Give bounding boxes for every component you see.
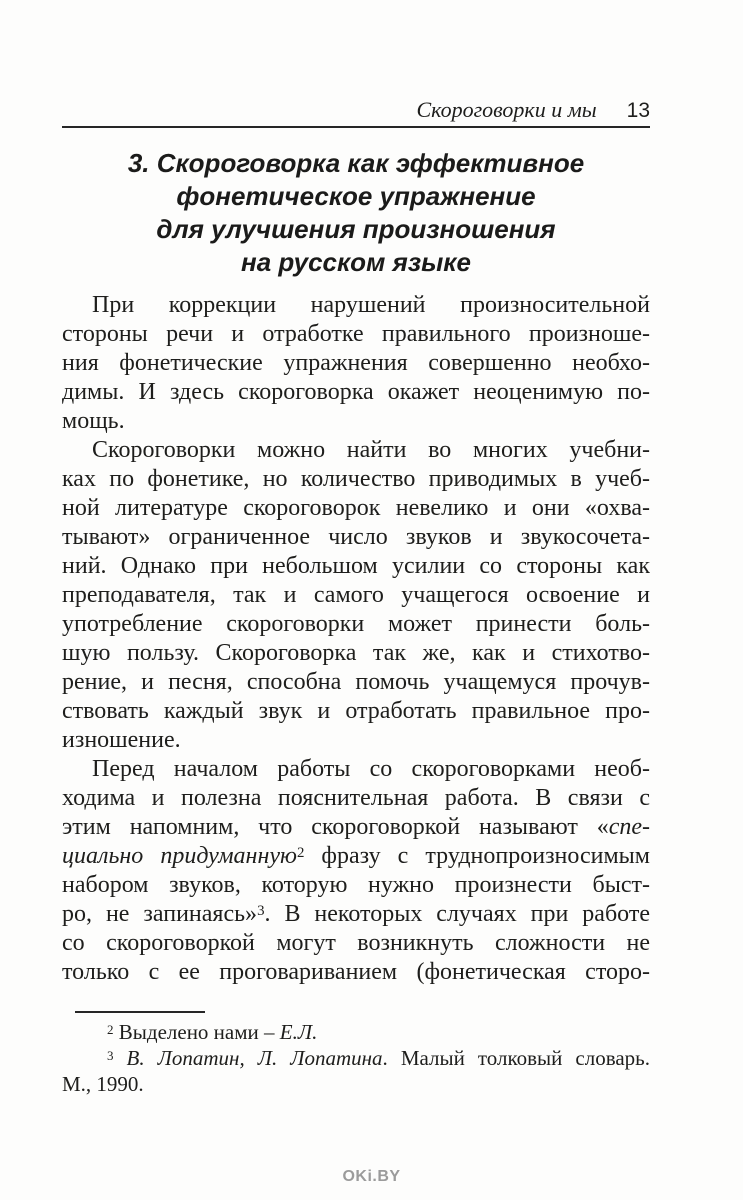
paragraph-1 [62, 291, 650, 436]
footnote-marker-3: 3 [257, 903, 265, 920]
footnote-2 [62, 1019, 650, 1045]
text-line: Скороговорки можно найти во многих учебни- [92, 437, 650, 463]
text-line: со скороговоркой могут возникнуть сложности не [62, 930, 650, 956]
chapter-title-line-2: фонетическое упражнение [176, 181, 536, 211]
text-line: употребление скороговорки может принести боль- [62, 611, 650, 637]
footnote-number: 3 [107, 1048, 114, 1064]
text-line: При коррекции нарушений произносительной [92, 292, 650, 318]
paragraph-2 [62, 436, 650, 755]
chapter-title [62, 147, 650, 279]
text-line: изношение. [62, 727, 181, 753]
footnote-marker-2: 2 [296, 845, 305, 862]
text-line: ния фонетические упражнения совершенно необхо- [62, 350, 650, 376]
italic-text-segment: циально придуманную [62, 843, 297, 869]
watermark: OKi.BY [342, 1168, 401, 1185]
text-line: набором звуков, которую нужно произнести быст- [62, 872, 650, 898]
text-line: ний. Однако при небольшом усилии со стороны как [62, 553, 650, 579]
chapter-title-line-3: для улучшения произношения [156, 214, 556, 244]
text-segment: этим напомним, что скороговоркой называют « [62, 814, 609, 840]
text-line: только с ее проговариванием (фонетическая сторо- [62, 959, 650, 985]
footnote-initials: Е.Л. [279, 1020, 318, 1044]
text-line: ствовать каждый звук и отработать правильное про- [62, 698, 650, 724]
text-line: димы. И здесь скороговорка окажет неоценимую по- [62, 379, 650, 405]
text-line: тывают» ограниченное число звуков и звукосочета- [62, 524, 650, 550]
footnote-text: Выделено нами – [113, 1020, 280, 1044]
header-rule [62, 126, 650, 128]
text-line: мощь. [62, 408, 125, 434]
text-line: стороны речи и отработке правильного произноше- [62, 321, 650, 347]
footnote-rule [75, 1011, 205, 1013]
page-number: 13 [626, 99, 650, 122]
footnote-authors: В. Лопатин, Л. Лопатина [113, 1046, 383, 1070]
text-line [62, 813, 650, 842]
text-line: ках по фонетике, но количество приводимых в учеб- [62, 466, 650, 492]
text-line: рение, и песня, способна помочь учащемуся прочув- [62, 669, 650, 695]
running-header [62, 0, 650, 123]
chapter-title-line-4: на русском языке [241, 247, 471, 277]
text-line [62, 900, 650, 929]
text-line: Перед началом работы со скороговорками необ- [92, 756, 650, 782]
footnote-3-line-2: М., 1990. [62, 1072, 144, 1096]
text-line: преподавателя, так и самого учащегося освоение и [62, 582, 650, 608]
page-content [62, 0, 650, 1097]
italic-text-segment: спе- [608, 814, 650, 840]
text-line [62, 842, 650, 871]
footnote-number: 2 [107, 1022, 114, 1038]
footnote-3-line-1 [62, 1045, 650, 1071]
paragraph-3 [62, 755, 650, 987]
running-header-title: Скороговорки и мы [416, 97, 597, 122]
footnote-text: . Малый толковый словарь. [382, 1046, 650, 1070]
text-segment: фразу с труднопроизносимым [304, 843, 650, 869]
text-line: шую пользу. Скороговорка так же, как и стихотво- [62, 640, 650, 666]
chapter-title-line-1: 3. Скороговорка как эффективное [127, 148, 585, 178]
footnotes [62, 1011, 650, 1097]
text-segment: . В некоторых случаях при работе [264, 901, 650, 927]
text-line: ходима и полезна пояснительная работа. В связи с [62, 785, 650, 811]
text-line: ной литературе скороговорок невелико и они «охва- [62, 495, 650, 521]
text-segment: ро, не запинаясь» [62, 901, 258, 927]
